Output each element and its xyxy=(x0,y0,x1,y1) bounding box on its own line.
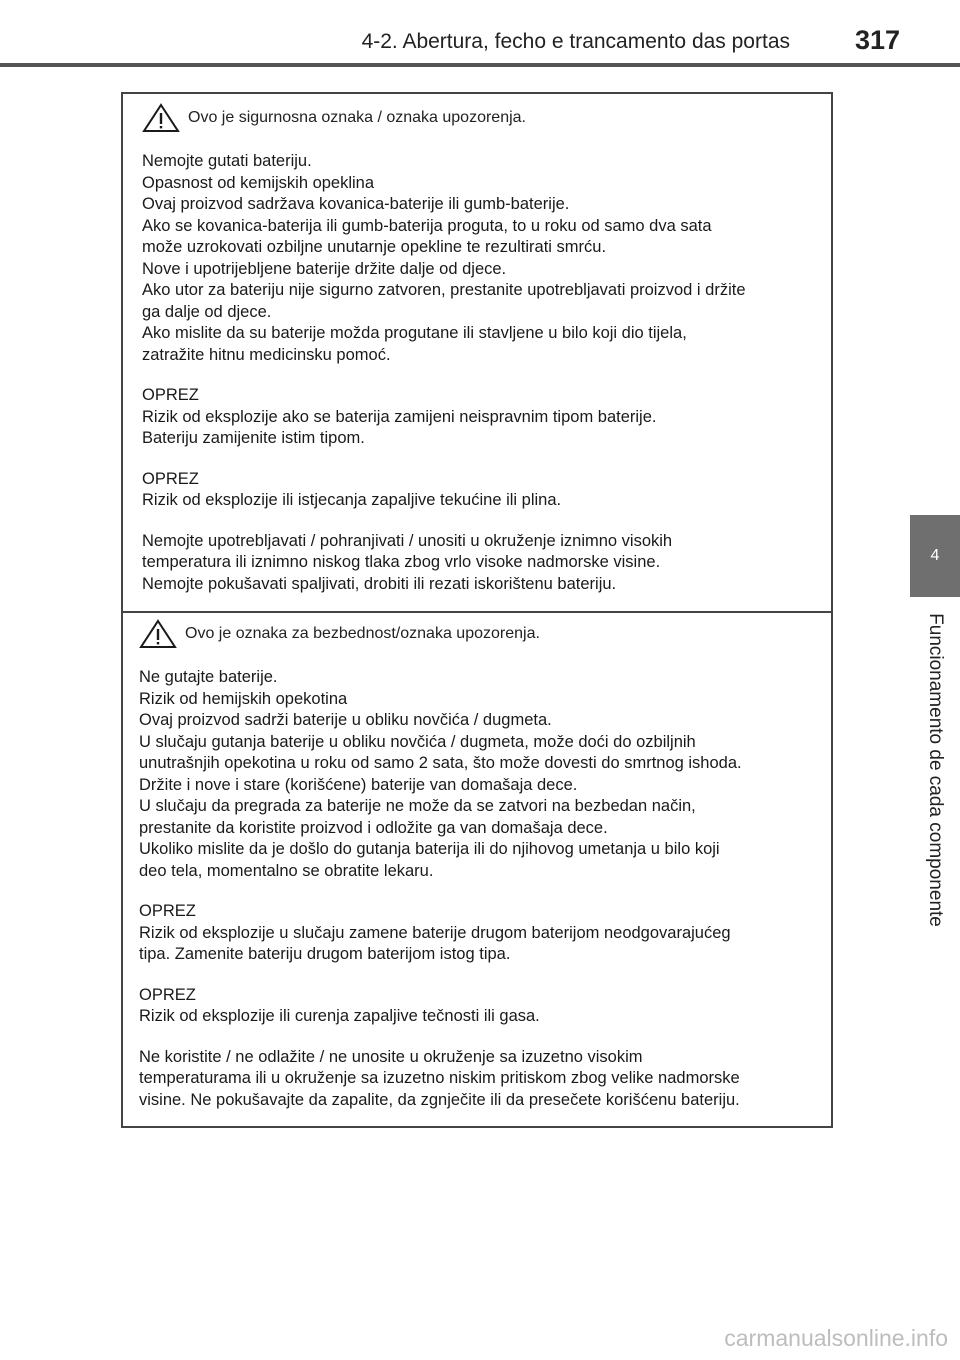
text-block xyxy=(139,901,831,966)
text-line: OPREZ xyxy=(139,902,196,920)
text-line: Ukoliko mislite da je došlo do gutanja baterija ili do njihovog umetanja u bilo koji xyxy=(139,840,720,858)
text-line: prestanite da koristite proizvod i odložite ga van domašaja dece. xyxy=(139,818,608,837)
chapter-tab-number: 4 xyxy=(930,547,940,564)
text-line: Nemojte pokušavati spaljivati, drobiti ili rezati iskorištenu bateriju. xyxy=(142,574,617,593)
chapter-tab xyxy=(910,515,960,597)
text-line: visine. Ne pokušavajte da zapalite, da zgnječite ili da presečete korišćenu bateriju. xyxy=(139,1090,740,1109)
warning-triangle-icon xyxy=(139,619,177,649)
text-line: Ne gutajte baterije. xyxy=(139,668,278,686)
text-line: temperaturama ili u okruženje sa izuzetno niskim pritiskom zbog velike nadmorske xyxy=(139,1069,740,1087)
text-line: U slučaju da pregrada za baterije ne može da se zatvori na bezbedan način, xyxy=(139,797,696,815)
text-line: unutrašnjih opekotina u roku od samo 2 sata, što može dovesti do smrtnog ishoda. xyxy=(139,754,742,772)
text-line: tipa. Zamenite bateriju drugom baterijom istog tipa. xyxy=(139,945,511,963)
text-block xyxy=(139,1047,831,1112)
text-line: deo tela, momentalno se obratite lekaru. xyxy=(139,861,434,880)
text-line: OPREZ xyxy=(142,386,199,404)
warning-panel-croatian xyxy=(123,94,831,611)
text-line: Ovaj proizvod sadrži baterije u obliku novčića / dugmeta. xyxy=(139,711,552,729)
panel-title-row xyxy=(139,619,831,649)
text-line: Ne koristite / ne odlažite / ne unosite u okruženje sa izuzetno visokim xyxy=(139,1047,643,1066)
text-block xyxy=(142,469,831,512)
text-line: Bateriju zamijenite istim tipom. xyxy=(142,429,365,447)
text-line: može uzrokovati ozbiljne unutarnje opekline te rezultirati smrću. xyxy=(142,238,607,256)
text-line: Držite i nove i stare (korišćene) baterije van domašaja dece. xyxy=(139,775,578,794)
header-divider xyxy=(0,63,960,67)
text-line: Ovaj proizvod sadržava kovanica-baterije ili gumb-baterije. xyxy=(142,195,570,213)
site-watermark: carmanualsonline.info xyxy=(724,1325,948,1351)
text-line: Ako mislite da su baterije možda progutane ili stavljene u bilo koji dio tijela, xyxy=(142,324,687,342)
text-line: Rizik od eksplozije u slučaju zamene baterije drugom baterijom neodgovarajućeg xyxy=(139,923,731,942)
text-line: U slučaju gutanja baterije u obliku novčića / dugmeta, može doći do ozbiljnih xyxy=(139,732,696,751)
text-line: OPREZ xyxy=(142,469,199,488)
chapter-title: 4-2. Abertura, fecho e trancamento das portas xyxy=(361,30,790,53)
text-line: Rizik od eksplozije ako se baterija zamijeni neispravnim tipom baterije. xyxy=(142,407,657,426)
text-line: ga dalje od djece. xyxy=(142,302,272,321)
panel-title: Ovo je sigurnosna oznaka / oznaka upozorenja. xyxy=(188,109,526,126)
text-line: Rizik od hemijskih opekotina xyxy=(139,689,348,708)
text-line: Nove i upotrijebljene baterije držite dalje od djece. xyxy=(142,259,507,278)
text-line: Rizik od eksplozije ili istjecanja zapaljive tekućine ili plina. xyxy=(142,491,562,509)
text-line: zatražite hitnu medicinsku pomoć. xyxy=(142,345,391,364)
text-line: Ako se kovanica-baterija ili gumb-baterija proguta, to u roku od samo dva sata xyxy=(142,216,712,235)
panel-title: Ovo je oznaka za bezbednost/oznaka upozorenja. xyxy=(185,625,540,642)
text-line: Rizik od eksplozije ili curenja zapaljive tečnosti ili gasa. xyxy=(139,1007,540,1025)
text-block xyxy=(142,151,831,366)
panel-title-row xyxy=(142,103,831,133)
text-line: Nemojte gutati bateriju. xyxy=(142,152,312,170)
text-block xyxy=(142,531,831,596)
text-line: Ako utor za bateriju nije sigurno zatvoren, prestanite upotrebljavati proizvod i držite xyxy=(142,281,746,299)
text-line: Opasnost od kemijskih opeklina xyxy=(142,173,375,192)
text-block xyxy=(139,667,831,882)
text-line: temperatura ili iznimno niskog tlaka zbog vrlo visoke nadmorske visine. xyxy=(142,553,661,571)
page-number: 317 xyxy=(854,25,900,55)
text-line: Nemojte upotrebljavati / pohranjivati / unositi u okruženje iznimno visokih xyxy=(142,531,673,550)
text-block xyxy=(139,985,831,1028)
battery-warning-label xyxy=(121,92,833,1128)
warning-triangle-icon xyxy=(142,103,180,133)
warning-panel-serbian xyxy=(123,611,831,1128)
text-block xyxy=(142,385,831,450)
chapter-side-label: Funcionamento de cada componente xyxy=(925,613,946,927)
text-line: OPREZ xyxy=(139,985,196,1004)
